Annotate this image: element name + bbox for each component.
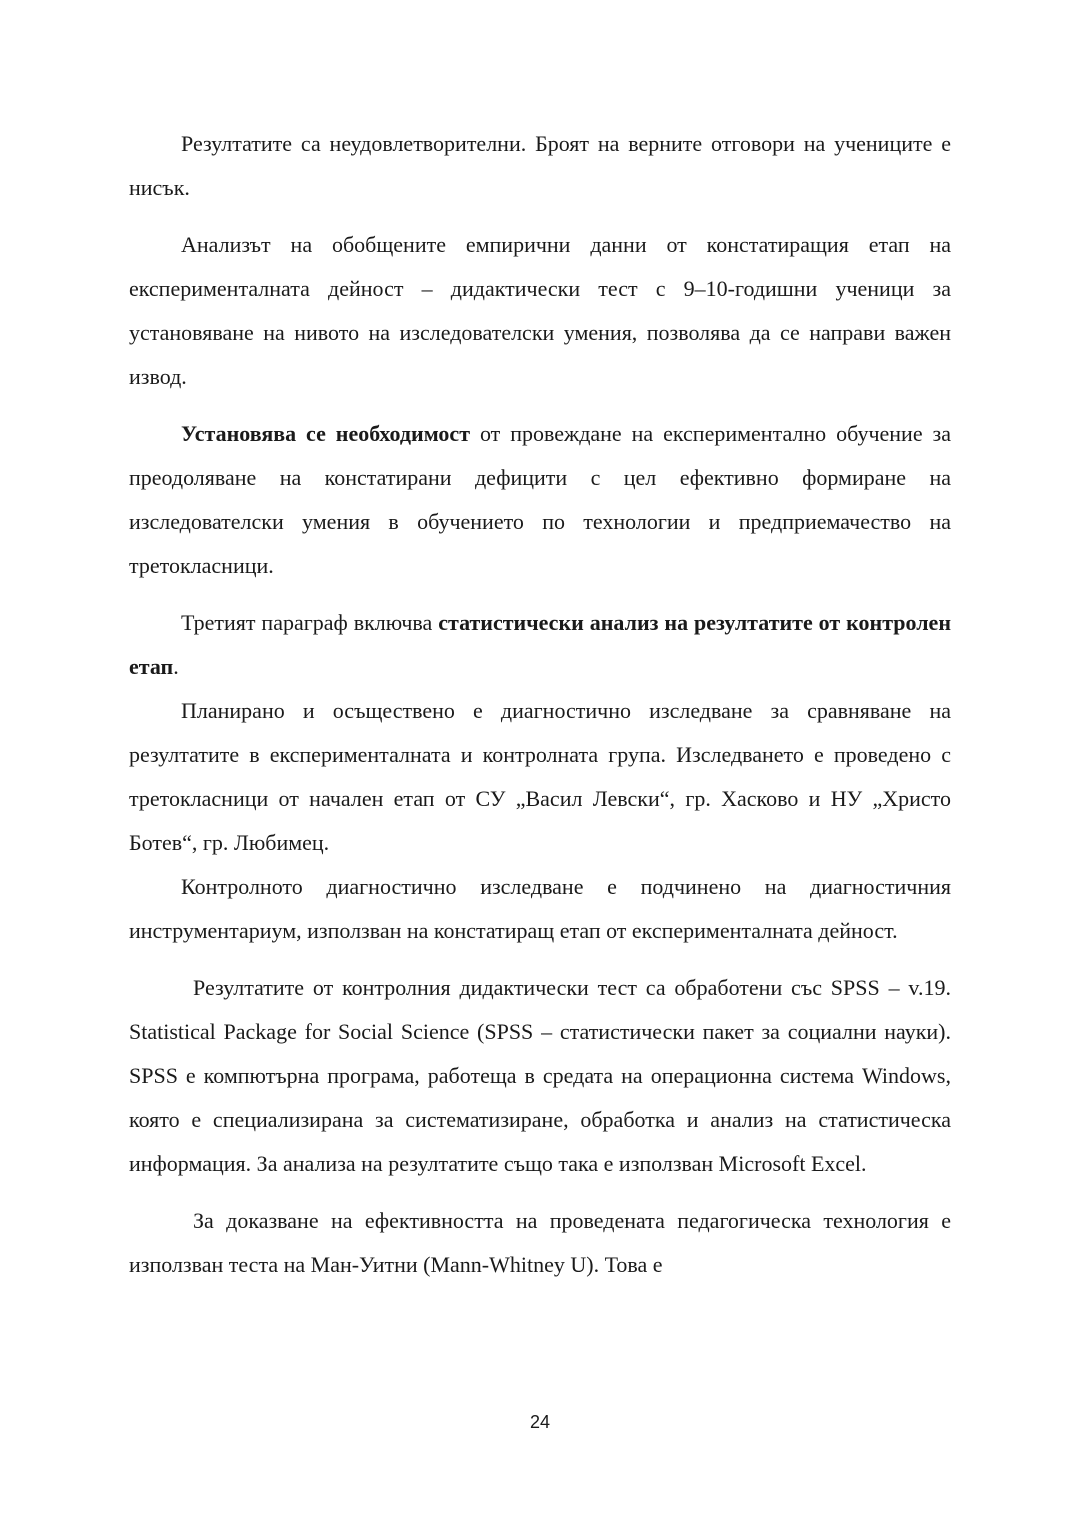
third-section-bold-phrase: статистически анализ на резултатите от контролен етап xyxy=(129,610,951,679)
paragraph-control-diagnostic: Контролното диагностично изследване е подчинено на диагностичния инструментариум, използван на констатиращ етап от експерименталната дейност. xyxy=(129,874,951,943)
page-number: 24 xyxy=(529,1412,551,1432)
paragraph-necessity xyxy=(129,412,951,588)
necessity-rest-text: от провеждане на експериментално обучение за преодоляване на констатирани дефицити с цел ефективно формиране на изследователски умения в обучението по технологии и предприемачество на третокласници. xyxy=(129,421,951,578)
paragraph-third-section xyxy=(129,601,951,689)
body-text xyxy=(129,122,951,1287)
paragraph-spss-processing: Резултатите от контролния дидактически тест са обработени със SPSS – v.19. Statistical Package for Social Science (SPSS – статистически пакет за социални науки). SPSS е компютърна програма, работеща в средата на операционна система Windows, която е специализирана за систематизиране, обработка и анализ на статистическа информация. За анализа на резултатите също така е използван Microsoft Excel. xyxy=(129,975,951,1176)
third-section-lead: Третият параграф включва xyxy=(181,610,439,635)
necessity-bold-phrase: Установява се необходимост xyxy=(181,421,470,446)
paragraph-results-unsatisfactory: Резултатите са неудовлетворителни. Броят на верните отговори на учениците е нисък. xyxy=(129,131,951,200)
third-section-tail: . xyxy=(173,654,179,679)
paragraph-mann-whitney: За доказване на ефективността на проведената педагогическа технология е използван теста на Ман-Уитни (Mann-Whitney U). Това е xyxy=(129,1208,951,1277)
paragraph-diagnostic-study: Планирано и осъществено е диагностично изследване за сравняване на резултатите в експерименталната и контролната група. Изследването е проведено с третокласници от начален етап от СУ „Васил Левски“, гр. Хасково и НУ „Христо Ботев“, гр. Любимец. xyxy=(129,698,951,855)
paragraph-analysis-conclusion: Анализът на обобщените емпирични данни от констатиращия етап на експерименталната дейност – дидактически тест с 9–10-годишни ученици за установяване на нивото на изследователски умения, позволява да се направи важен извод. xyxy=(129,232,951,389)
